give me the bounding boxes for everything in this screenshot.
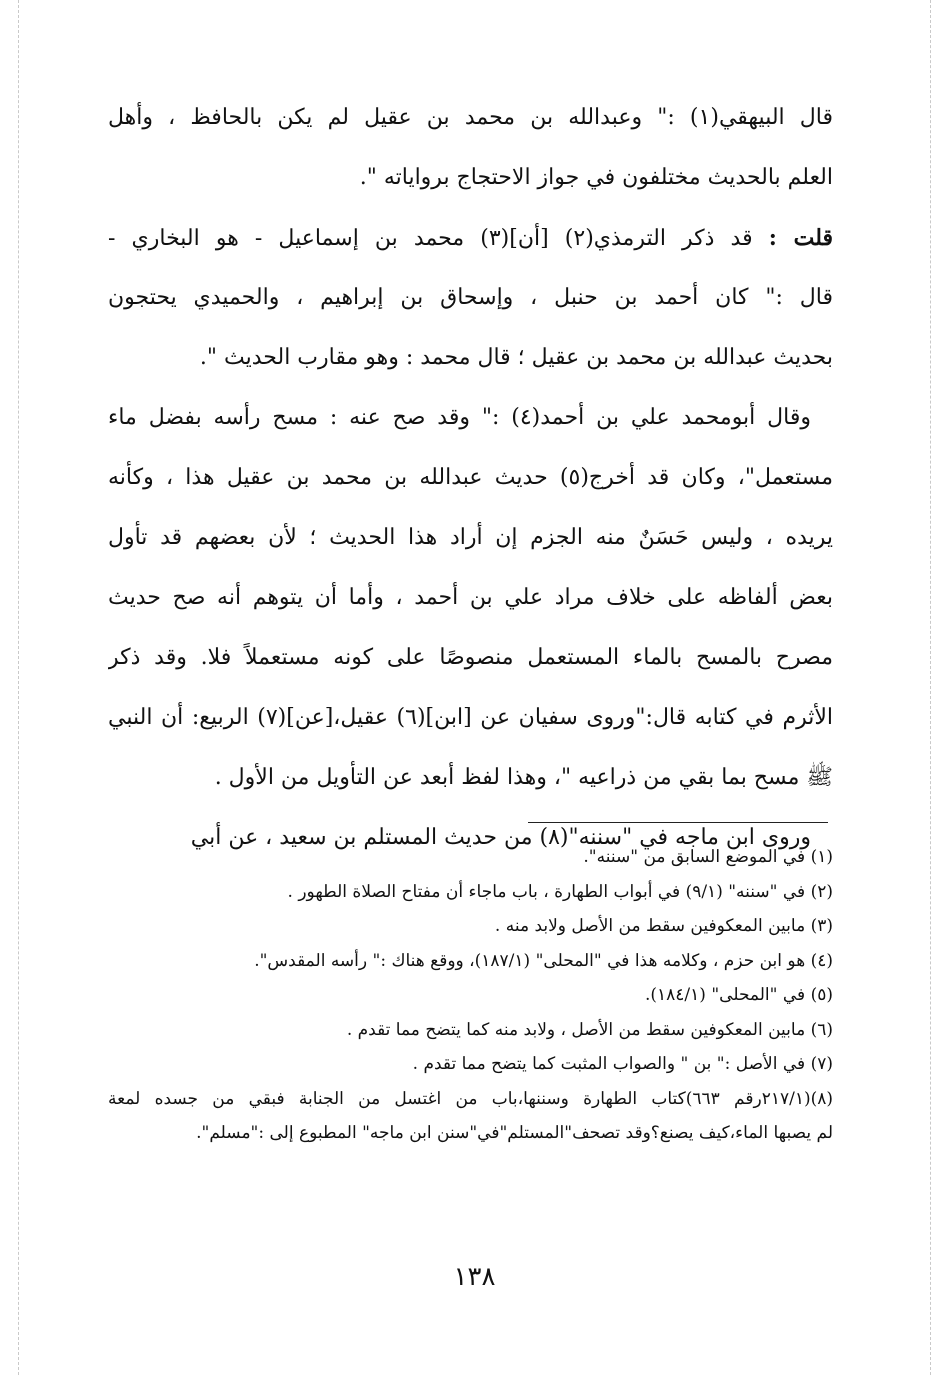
body-line-1: قال البيهقي(١) :" وعبدالله بن محمد بن عقيل لم يكن بالحافظ ، وأهل (108, 105, 833, 130)
footnote-2: (٢) في "سننه" (٩/١) في أبواب الطهارة ، باب ماجاء أن مفتاح الصلاة الطهور . (287, 881, 833, 902)
page-number: ١٣٨ (453, 1262, 496, 1292)
body-line-3 (108, 208, 833, 268)
footnote-8: (٨)(٢١٧/١رقم ٦٦٣)كتاب الطهارة وسننها،باب من اغتسل من الجنابة فبقي من جسده لمعة (108, 1088, 833, 1109)
body-line-5: بحديث عبدالله بن محمد بن عقيل ؛ قال محمد : وهو مقارب الحديث ". (199, 345, 833, 370)
body-line-7: مستعمل"، وكان قد أخرج(٥) حديث عبدالله بن محمد بن عقيل هذا ، وكأنه (108, 465, 833, 490)
footnote-5: (٥) في "المحلى" (١٨٤/١). (644, 985, 833, 1005)
footnote-4: (٤) هو ابن حزم ، وكلامه هذا في "المحلى" (١٨٧/١)، ووقع هناك :" رأسه المقدس". (254, 950, 833, 971)
footnote-1: (١) في الموضع السابق من "سننه". (583, 847, 833, 867)
qult-label: قلت : (768, 225, 833, 251)
scan-edge-right (930, 0, 931, 1375)
body-line-8: يريده ، وليس حَسَنٌ منه الجزم إن أراد هذا الحديث ؛ لأن بعضهم قد تأول (108, 525, 833, 550)
footnote-8-continued: لم يصبها الماء،كيف يصنع؟وقد تصحف"المستلم"في"سنن ابن ماجه" المطبوع إلى :"مسلم". (196, 1123, 833, 1143)
body-line-2: العلم بالحديث مختلفون في جواز الاحتجاج برواياته ". (359, 165, 833, 190)
body-line-10: مصرح بالمسح بالماء المستعمل منصوصًا على كونه مستعملاً فلا. وقد ذكر (108, 645, 833, 670)
footnotes (108, 840, 833, 1151)
footnote-7: (٧) في الأصل :" بن " والصواب المثبت كما يتضح مما تقدم . (412, 1054, 833, 1074)
body-line-13: وروى ابن ماجه في "سننه"(٨) من حديث المستلم بن سعيد ، عن أبي (190, 825, 811, 850)
body-line-3-text: قد ذكر الترمذي(٢) [أن](٣) محمد بن إسماعيل - هو البخاري - (108, 226, 753, 251)
scan-edge-left (18, 0, 19, 1375)
body-line-4: قال :" كان أحمد بن حنبل ، وإسحاق بن إبراهيم ، والحميدي يحتجون (108, 285, 833, 310)
footnote-6: (٦) مابين المعكوفين سقط من الأصل ، ولابد منه كما يتضح مما تقدم . (346, 1019, 833, 1040)
body-text (108, 88, 833, 868)
body-line-6: وقال أبومحمد علي بن أحمد(٤) :" وقد صح عنه : مسح رأسه بفضل ماء (108, 405, 811, 430)
footnote-separator (528, 822, 828, 823)
body-line-9: بعض ألفاظه على خلاف مراد علي بن أحمد ، وأما أن يتوهم أنه صح حديث (108, 585, 833, 610)
body-line-11: الأثرم في كتابه قال:"وروى سفيان عن [ابن](٦) عقيل،[عن](٧) الربيع: أن النبي (108, 705, 833, 730)
body-line-12: ﷺ مسح بما بقي من ذراعيه "، وهذا لفظ أبعد عن التأويل من الأول . (214, 765, 833, 790)
footnote-3: (٣) مابين المعكوفين سقط من الأصل ولابد منه . (494, 916, 833, 936)
